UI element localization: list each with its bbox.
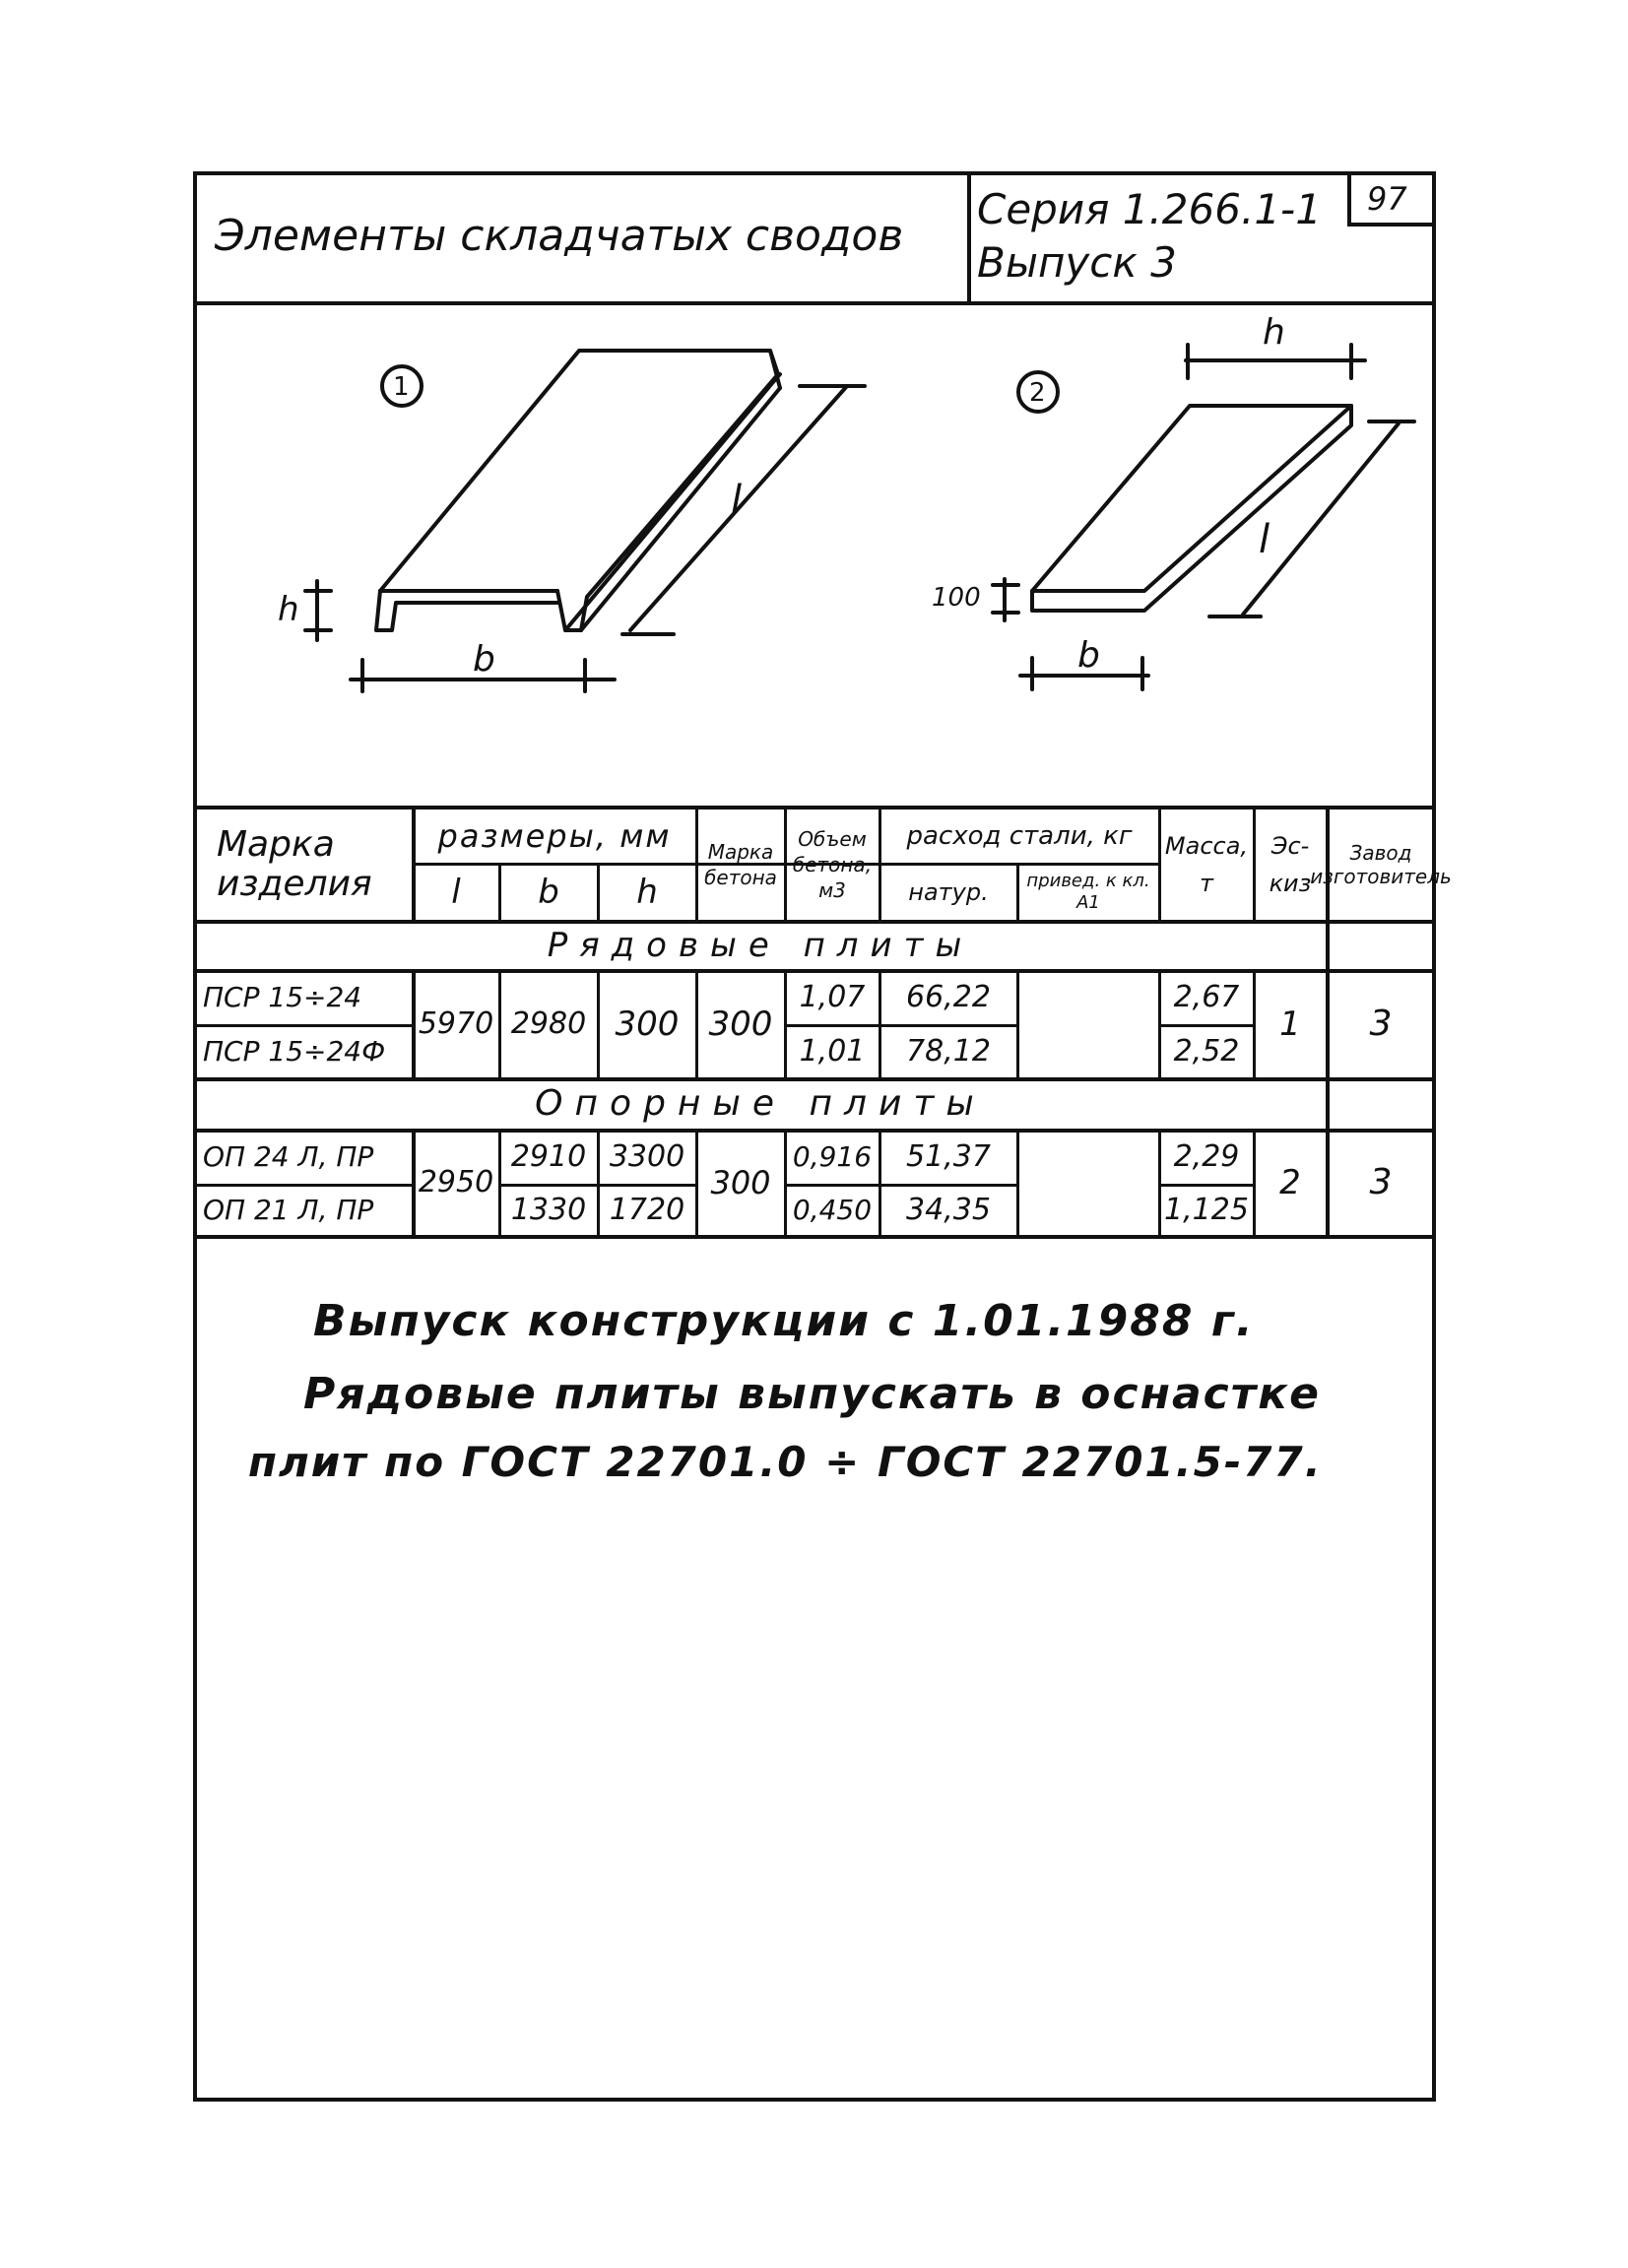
group-grade: 300 — [710, 1164, 771, 1201]
header-mark: Марка изделия — [217, 824, 372, 904]
page-number: 97 — [1367, 180, 1407, 218]
figure-1-number: 1 — [393, 372, 410, 402]
note-line-3: плит по ГОСТ 22701.0 ÷ ГОСТ 22701.5-77. — [248, 1438, 1323, 1486]
figure-2-number: 2 — [1029, 378, 1046, 408]
group-sketch: 2 — [1279, 1163, 1301, 1202]
header-l: l — [451, 873, 461, 912]
row-mass: 1,125 — [1164, 1193, 1249, 1227]
table-bottom-line — [193, 1235, 1436, 1239]
row-mark: ПСР 15÷24Ф — [203, 1035, 386, 1068]
header-h: h — [636, 873, 658, 912]
row-mark: ОП 21 Л, ПР — [203, 1194, 374, 1226]
fig2-dim-h: h — [1263, 312, 1285, 353]
header-factory: Завод изготовитель — [1310, 841, 1452, 888]
group-grade: 300 — [708, 1004, 773, 1044]
row-mass: 2,29 — [1173, 1139, 1240, 1174]
fig2-dim-l: l — [1259, 517, 1270, 562]
row-steel: 66,22 — [906, 980, 991, 1014]
row-mass: 2,67 — [1173, 980, 1240, 1014]
fig1-dim-l: l — [731, 478, 743, 523]
header-b: b — [538, 873, 559, 912]
header-concrete-grade: Марка бетона — [704, 840, 777, 889]
col-steel-nat-right-2 — [1016, 969, 1019, 1079]
row-h: 3300 — [609, 1139, 685, 1174]
header-steel: расход стали, кг — [906, 821, 1133, 851]
group-sketch: 1 — [1279, 1004, 1301, 1044]
group-title: Рядовые плиты — [547, 926, 974, 965]
group-factory: 3 — [1369, 1162, 1393, 1202]
series-label: Серия 1.266.1-1 — [977, 185, 1322, 233]
issue-label: Выпуск 3 — [977, 238, 1177, 287]
note-line-1: Выпуск конструкции с 1.01.1988 г. — [313, 1296, 1255, 1346]
group-l: 2950 — [418, 1165, 494, 1199]
row-volume: 0,916 — [792, 1140, 873, 1173]
fig2-thickness: 100 — [932, 583, 981, 613]
header-steel-red: привед. к кл. А1 — [1026, 871, 1150, 913]
note-line-2: Рядовые плиты выпускать в оснастке — [303, 1369, 1321, 1419]
fig1-dim-b: b — [473, 639, 495, 680]
fig1-dim-h: h — [278, 590, 299, 629]
row-mass: 2,52 — [1173, 1034, 1240, 1069]
col-steel-nat-right-3 — [1016, 1129, 1019, 1237]
row-steel: 78,12 — [906, 1034, 991, 1069]
row-volume: 1,01 — [799, 1034, 866, 1069]
row-mark: ОП 24 Л, ПР — [203, 1140, 374, 1173]
header-concrete-volume: Объем бетона, м3 — [792, 827, 873, 902]
row-h: 1720 — [609, 1193, 685, 1227]
row-mark: ПСР 15÷24 — [203, 981, 362, 1013]
row-steel: 34,35 — [906, 1193, 991, 1227]
row-steel: 51,37 — [906, 1139, 991, 1174]
group-l: 5970 — [418, 1006, 494, 1041]
plate-drawings — [0, 0, 1628, 808]
row-b: 1330 — [510, 1193, 587, 1227]
group-factory: 3 — [1369, 1004, 1393, 1044]
page-title: Элементы складчатых сводов — [215, 211, 904, 261]
fig2-dim-b: b — [1077, 635, 1100, 676]
group-b: 2980 — [510, 1006, 587, 1041]
row-volume: 1,07 — [799, 980, 866, 1014]
row-b: 2910 — [510, 1139, 587, 1174]
header-sketch: Эс-киз — [1269, 831, 1312, 897]
group-h: 300 — [615, 1004, 680, 1044]
header-mass: Масса, т — [1164, 831, 1249, 897]
header-steel-nat: натур. — [908, 878, 989, 906]
group-title: Опорные плиты — [535, 1083, 986, 1124]
row-volume: 0,450 — [792, 1194, 873, 1226]
header-dims: размеры, мм — [437, 817, 672, 855]
